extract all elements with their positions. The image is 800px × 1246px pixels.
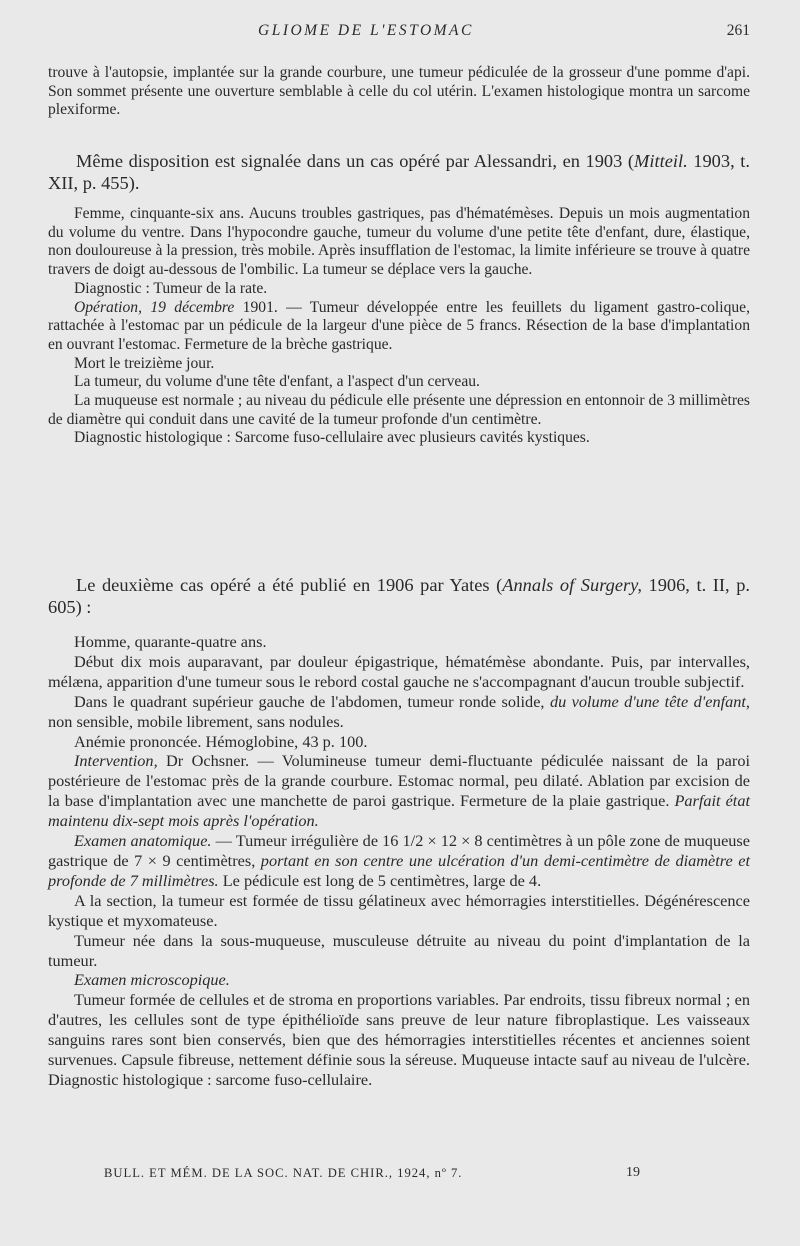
page-number: 261 [726, 22, 750, 39]
paragraph: Début dix mois auparavant, par douleur épigastrique, hématémèse abondante. Puis, par intervalles, mélæna, apparition d'une tumeur sous le rebord costal gauche ne s'accompagnant d'aucun trouble subjectif. [48, 651, 750, 691]
running-title: GLIOME DE L'ESTOMAC [258, 22, 474, 39]
journal-citation: BULL. ET MÉM. DE LA SOC. NAT. DE CHIR., 1924, nº 7. [104, 1166, 463, 1180]
paragraph: Examen microscopique. [74, 970, 230, 990]
footer [104, 1166, 640, 1181]
paragraph: Diagnostic : Tumeur de la rate. [74, 279, 268, 297]
paragraph: Anémie prononcée. Hémoglobine, 43 p. 100. [74, 731, 368, 751]
paragraph: Dans le quadrant supérieur gauche de l'abdomen, tumeur ronde solide, du volume d'une tête d'enfant, non sensible, mobile librement, sans nodules. [48, 691, 750, 731]
paragraph: Intervention, Dr Ochsner. — Volumineuse tumeur demi-fluctuante pédiculée naissant de la paroi postérieure de l'estomac près de la grande courbure. Estomac normal, peu dilaté. Ablation par excision de la base d'implantation avec une manchette de paroi gastrique. Fermeture de la plaie gastrique. Parfait état maintenu dix-sept mois après l'opération. [48, 751, 750, 831]
alessandri-case [48, 205, 750, 448]
yates-case [48, 632, 750, 1090]
paragraph: Le deuxième cas opéré a été publié en 1906 par Yates (Annals of Surgery, 1906, t. II, p. 605) : [48, 575, 750, 617]
case-continuation [48, 64, 750, 120]
paragraph: Tumeur formée de cellules et de stroma en proportions variables. Par endroits, tissu fibreux normal ; en d'autres, les cellules sont de type épithélioïde sans preuve de leur nature fibroplastique. Les vaisseaux sanguins rares sont bien conservés, bien que des hémorragies interstitielles récentes et anciennes soient survenues. Capsule fibreuse, nettement définie sous la séreuse. Muqueuse intacte sauf au niveau de l'ulcère. Diagnostic histologique : sarcome fuso-cellulaire. [48, 990, 750, 1089]
alessandri-intro [48, 150, 750, 194]
paragraph: La muqueuse est normale ; au niveau du pédicule elle présente une dépression en entonnoir de 3 millimètres de diamètre qui conduit dans une cavité de la tumeur profonde d'un centimètre. [48, 392, 750, 428]
yates-intro [48, 574, 750, 618]
paragraph: La tumeur, du volume d'une tête d'enfant, a l'aspect d'un cerveau. [74, 373, 480, 391]
paragraph: A la section, la tumeur est formée de tissu gélatineux avec hémorragies interstitielles. Dégénérescence kystique et myxomateuse. [48, 890, 750, 930]
signature-mark: 19 [626, 1165, 640, 1180]
paragraph: trouve à l'autopsie, implantée sur la grande courbure, une tumeur pédiculée de la grosseur d'une pomme d'api. Son sommet présente une ouverture semblable à celle du col utérin. L'examen histologique montra un sarcome plexiforme. [48, 64, 750, 119]
paragraph: Opération, 19 décembre 1901. — Tumeur développée entre les feuillets du ligament gastro-colique, rattachée à l'estomac par un pédicule de la largeur d'une pièce de 5 francs. Résection de la base d'implantation en ouvrant l'estomac. Fermeture de la brèche gastrique. [48, 298, 750, 353]
paragraph: Mort le treizième jour. [74, 354, 215, 372]
paragraph: Même disposition est signalée dans un cas opéré par Alessandri, en 1903 (Mitteil. 1903, t. XII, p. 455). [48, 151, 750, 193]
paragraph: Diagnostic histologique : Sarcome fuso-cellulaire avec plusieurs cavités kystiques. [74, 429, 590, 447]
paragraph: Femme, cinquante-six ans. Aucuns troubles gastriques, pas d'hématémèses. Depuis un mois augmentation du volume du ventre. Dans l'hypocondre gauche, tumeur du volume d'une petite tête d'enfant, dure, élastique, non douloureuse à la pression, très mobile. Après insufflation de l'estomac, la limite inférieure se trouve à quatre travers de doigt au-dessous de l'ombilic. La tumeur se déplace vers la gauche. [48, 205, 750, 279]
paragraph: Examen anatomique. — Tumeur irrégulière de 16 1/2 × 12 × 8 centimètres à un pôle zone de muqueuse gastrique de 7 × 9 centimètres, portant en son centre une ulcération d'un demi-centimètre de diamètre et profonde de 7 millimètres. Le pédicule est long de 5 centimètres, large de 4. [48, 831, 750, 890]
running-header [48, 22, 750, 42]
paragraph: Tumeur née dans la sous-muqueuse, musculeuse détruite au niveau du point d'implantation de la tumeur. [48, 930, 750, 970]
paragraph: Homme, quarante-quatre ans. [74, 632, 267, 651]
